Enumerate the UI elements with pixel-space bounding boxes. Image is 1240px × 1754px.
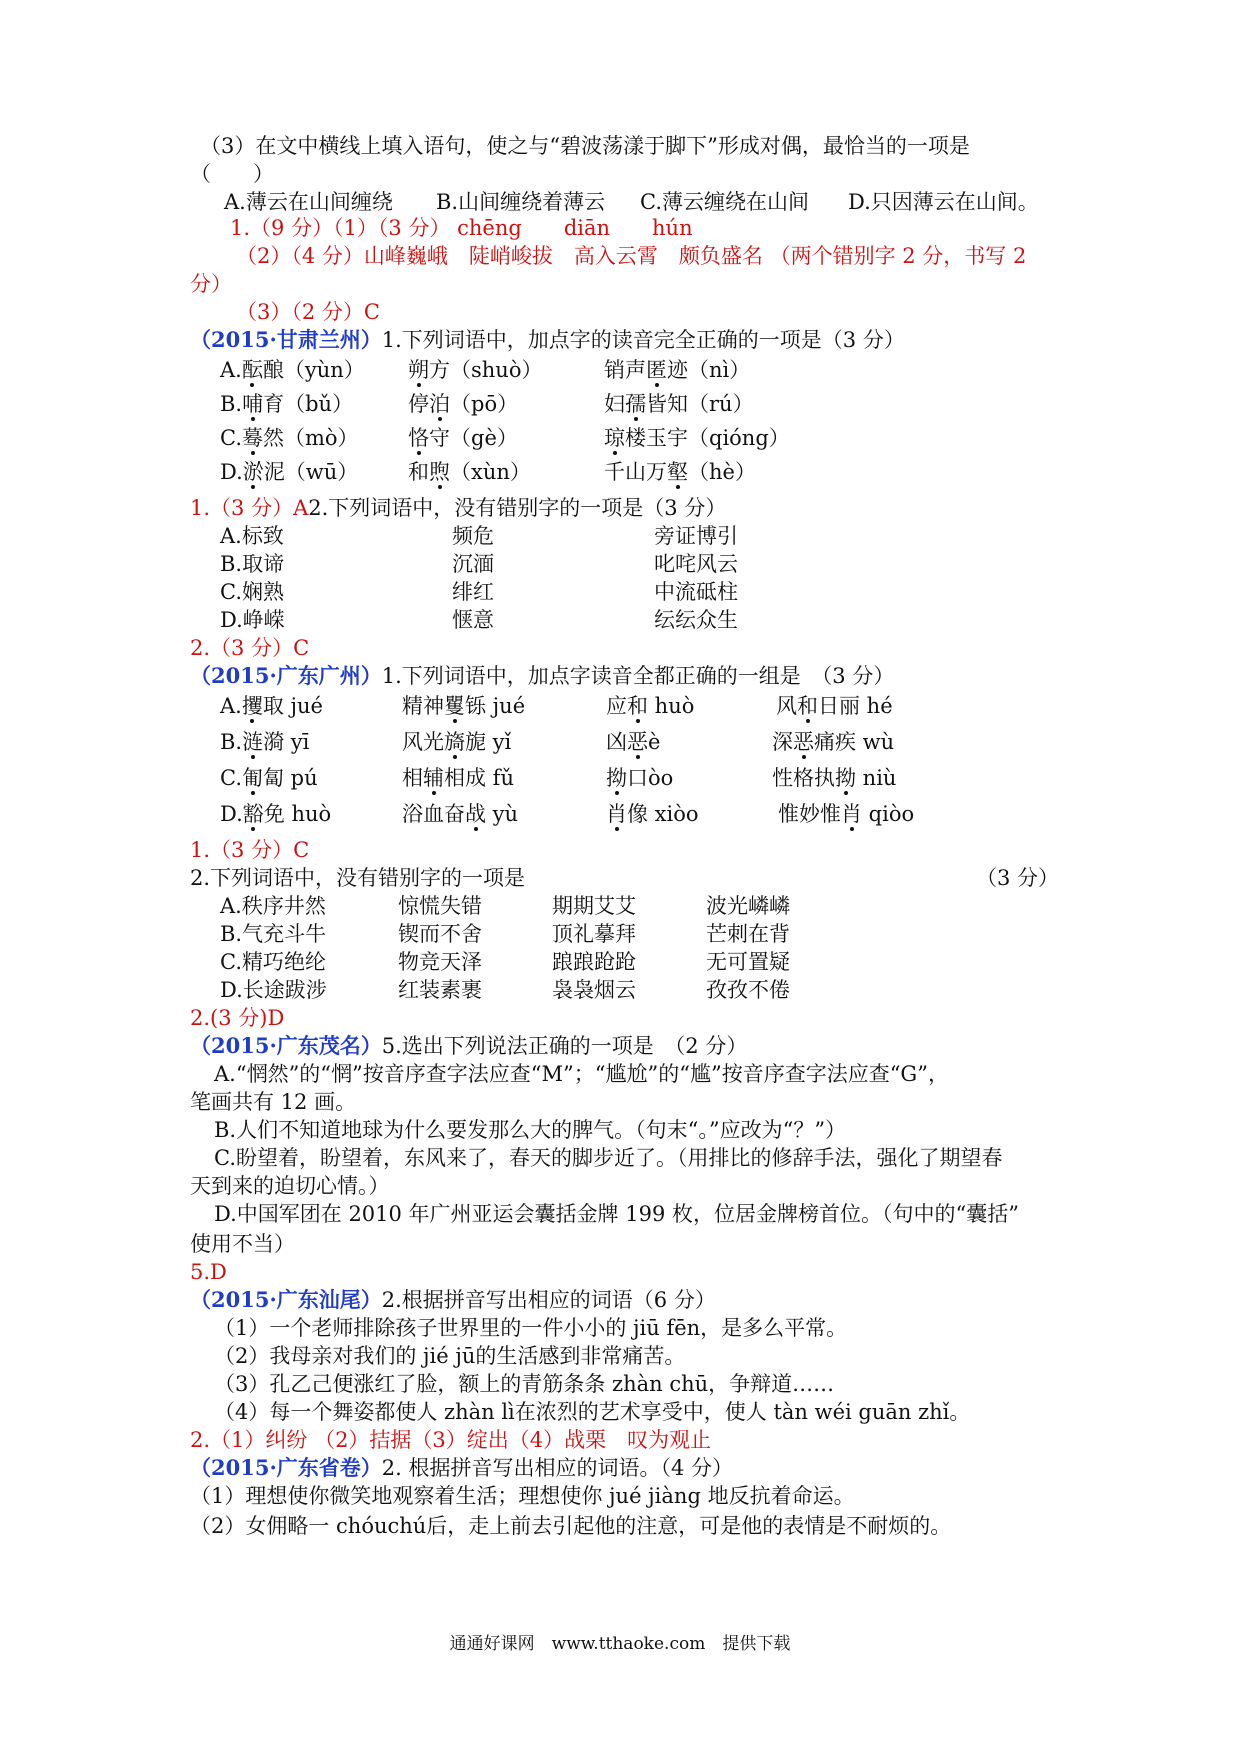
option-cell: 和煦（xùn） <box>408 460 531 484</box>
emphasis-char: 辅 <box>423 766 444 790</box>
option-cell: 妇孺皆知（rú） <box>604 392 754 416</box>
answer-line: （3）（2 分）C <box>236 300 380 324</box>
q3-stem: （3）在文中横线上填入语句，使之与“碧波荡漾于脚下”形成对偶，最恰当的一项是 <box>200 134 970 158</box>
paragraph-line: （2）我母亲对我们的 jié jū的生活感到非常痛苦。 <box>214 1344 686 1368</box>
option-cell: 频危 <box>452 524 494 548</box>
option-cell: 惬意 <box>452 608 494 632</box>
emphasis-char: 匍 <box>242 766 263 790</box>
option-cell: A.标致 <box>220 524 284 548</box>
option-cell: 销声匿迹（nì） <box>604 358 751 382</box>
answer-text: 2.（3 分）C <box>190 636 310 660</box>
emphasis-char: 淤 <box>242 460 264 484</box>
source-tag: （2015·甘肃兰州） <box>190 327 382 352</box>
option-cell: C.精巧绝纶 <box>220 950 326 974</box>
option-cell: 相辅相成 fǔ <box>402 766 514 790</box>
option-cell: 惊慌失错 <box>398 894 482 918</box>
option-cell: 琼楼玉宇（qióng） <box>604 426 790 450</box>
question-stem: 2. 根据拼音写出相应的词语。（4 分） <box>381 1456 734 1480</box>
option-cell: 顶礼摹拜 <box>552 922 636 946</box>
answer-text: 2.（1）纠纷 （2）拮据（3）绽出（4）战栗 叹为观止 <box>190 1428 712 1452</box>
emphasis-char: 恶 <box>793 730 814 754</box>
option-cell: 停泊（pō） <box>408 392 519 416</box>
option-cell: 凶恶è <box>606 730 661 754</box>
emphasis-char: 拗 <box>835 766 856 790</box>
q3-option-c: C.薄云缠绕在山间 <box>640 190 809 214</box>
emphasis-char: 战 <box>465 802 486 826</box>
q3-paren: （ ） <box>190 162 274 186</box>
question-heading <box>190 1032 747 1060</box>
question-stem: 2.下列词语中，没有错别字的一项是 <box>190 866 526 890</box>
emphasis-char: 矍 <box>444 694 465 718</box>
emphasis-char: 和 <box>627 694 648 718</box>
option-cell: A.攫取 jué <box>220 694 323 718</box>
option-cell: C.娴熟 <box>220 580 284 604</box>
option-cell: D.峥嵘 <box>220 608 285 632</box>
option-cell: 无可置疑 <box>706 950 790 974</box>
emphasis-char: 恶 <box>627 730 648 754</box>
paragraph-line: A.“惘然”的“惘”按音序查字法应查“M”；“尴尬”的“尴”按音序查字法应查“G”， <box>214 1062 949 1086</box>
option-cell: B.气充斗牛 <box>220 922 327 946</box>
option-cell: 惟妙惟肖 qiòo <box>778 802 915 826</box>
emphasis-char: 肖 <box>606 802 627 826</box>
option-cell: 叱咤风云 <box>654 552 738 576</box>
emphasis-char: 哺 <box>242 392 264 416</box>
question-heading <box>190 662 894 690</box>
question-heading <box>190 494 726 522</box>
emphasis-char: 朔 <box>408 358 429 382</box>
option-cell: B.取谛 <box>220 552 285 576</box>
option-cell: 风和日丽 hé <box>776 694 893 718</box>
option-cell: 旁证博引 <box>654 524 738 548</box>
paragraph-line: （3）孔乙己便涨红了脸，额上的青筋条条 zhàn chū，争辩道…… <box>214 1372 835 1396</box>
emphasis-char: 拗 <box>606 766 627 790</box>
option-cell: 锲而不舍 <box>398 922 482 946</box>
paragraph-line: （4）每一个舞姿都使人 zhàn lì在浓烈的艺术享受中，使人 tàn wéi guān zhǐ。 <box>214 1400 971 1424</box>
question-heading <box>190 1286 716 1314</box>
emphasis-char: 肖 <box>841 802 862 826</box>
question-heading <box>190 326 905 354</box>
question-stem: 2.下列词语中，没有错别字的一项是（3 分） <box>308 496 727 520</box>
answer-text: 2.(3 分)D <box>190 1006 285 1030</box>
answer-line: （2）（4 分）山峰巍峨 陡峭峻拔 高入云霄 颇负盛名 （两个错别字 2 分，书写 2 <box>236 244 1027 268</box>
option-cell: C.匍匐 pú <box>220 766 318 790</box>
option-cell: 袅袅烟云 <box>552 978 636 1002</box>
option-cell: 中流砥柱 <box>654 580 738 604</box>
option-cell: 波光嶙嶙 <box>706 894 790 918</box>
question-stem: 1.下列词语中，加点字读音全都正确的一组是 （3 分） <box>381 664 895 688</box>
emphasis-char: 匿 <box>646 358 667 382</box>
emphasis-char: 煦 <box>429 460 450 484</box>
emphasis-char: 涟 <box>242 730 264 754</box>
option-cell: 浴血奋战 yù <box>402 802 519 826</box>
question-score: （3 分） <box>976 866 1060 890</box>
option-cell: 应和 huò <box>606 694 695 718</box>
source-tag: （2015·广东广州） <box>190 663 382 688</box>
paragraph-line: D.中国军团在 2010 年广州亚运会囊括金牌 199 枚，位居金牌榜首位。（句中的“囊括” <box>214 1202 1019 1226</box>
emphasis-char: 豁 <box>242 802 264 826</box>
paragraph-line: （2）女佣略一 chóuchú后，走上前去引起他的注意，可是他的表情是不耐烦的。 <box>190 1514 952 1538</box>
paragraph-line: （1）一个老师排除孩子世界里的一件小小的 jiū fēn，是多么平常。 <box>214 1316 848 1340</box>
option-cell: A.酝酿（yùn） <box>220 358 365 382</box>
q3-option-b: B.山间缠绕着薄云 <box>436 190 606 214</box>
question-stem: 5.选出下列说法正确的一项是 （2 分） <box>381 1034 748 1058</box>
option-cell: 拗口òo <box>606 766 674 790</box>
question-heading <box>190 1454 733 1482</box>
option-cell: 绯红 <box>452 580 494 604</box>
option-cell: 风光旖旎 yǐ <box>402 730 512 754</box>
answer-line: 1.（9 分）（1）（3 分） chēng diān hún <box>230 216 693 240</box>
option-cell: 千山万壑（hè） <box>604 460 756 484</box>
source-tag: （2015·广东省卷） <box>190 1455 382 1480</box>
option-cell: 红装素裹 <box>398 978 482 1002</box>
question-stem: 2.根据拼音写出相应的词语（6 分） <box>381 1288 716 1312</box>
answer-line: 分） <box>190 272 232 296</box>
option-cell: 肖像 xiòo <box>606 802 699 826</box>
emphasis-char: 泊 <box>429 392 450 416</box>
question-stem: 1.下列词语中，加点字的读音完全正确的一项是（3 分） <box>381 328 905 352</box>
source-tag: （2015·广东汕尾） <box>190 1287 382 1312</box>
option-cell: 深恶痛疾 wù <box>772 730 895 754</box>
option-cell: B.涟漪 yī <box>220 730 310 754</box>
emphasis-char: 攫 <box>241 694 263 718</box>
option-cell: 芒刺在背 <box>706 922 790 946</box>
emphasis-char: 蓦 <box>242 426 263 450</box>
emphasis-char: 和 <box>797 694 818 718</box>
option-cell: 性格执拗 niù <box>772 766 897 790</box>
option-cell: B.哺育（bǔ） <box>220 392 354 416</box>
paragraph-line: 使用不当） <box>190 1232 295 1256</box>
option-cell: A.秩序井然 <box>220 894 326 918</box>
emphasis-char: 旖 <box>444 730 465 754</box>
option-cell: 朔方（shuò） <box>408 358 543 382</box>
option-cell: C.蓦然（mò） <box>220 426 359 450</box>
emphasis-char: 恪 <box>408 426 429 450</box>
option-cell: 物竞天泽 <box>398 950 482 974</box>
option-cell: 踉踉跄跄 <box>552 950 636 974</box>
option-cell: 精神矍铄 jué <box>402 694 526 718</box>
q3-option-a: A.薄云在山间缠绕 <box>224 190 393 214</box>
option-cell: 孜孜不倦 <box>706 978 790 1002</box>
option-cell: D.长途跋涉 <box>220 978 327 1002</box>
option-cell: 沉湎 <box>452 552 494 576</box>
paragraph-line: （1）理想使你微笑地观察着生活；理想使你 jué jiàng 地反抗着命运。 <box>190 1484 855 1508</box>
emphasis-char: 壑 <box>667 460 688 484</box>
paragraph-line: C.盼望着，盼望着，东风来了，春天的脚步近了。（用排比的修辞手法，强化了期望春 <box>214 1146 1003 1170</box>
emphasis-char: 琼 <box>604 426 625 450</box>
q3-option-d: D.只因薄云在山间。 <box>848 190 1039 214</box>
paragraph-line: 笔画共有 12 画。 <box>190 1090 357 1114</box>
answer-text: 1.（3 分）C <box>190 838 310 862</box>
answer-text: 5.D <box>190 1260 227 1284</box>
paragraph-line: 天到来的迫切心情。） <box>190 1174 390 1198</box>
page-footer: 通通好课网 www.tthaoke.com 提供下载 <box>449 1634 791 1654</box>
option-cell: 恪守（gè） <box>408 426 518 450</box>
option-cell: 期期艾艾 <box>552 894 636 918</box>
source-tag: （2015·广东茂名） <box>190 1033 382 1058</box>
paragraph-line: B.人们不知道地球为什么要发那么大的脾气。（句末“。”应改为“？”） <box>214 1118 847 1142</box>
answer-text: 1.（3 分）A <box>190 496 309 520</box>
emphasis-char: 酝 <box>241 358 263 382</box>
emphasis-char: 孺 <box>625 392 646 416</box>
option-cell: 纭纭众生 <box>654 608 738 632</box>
option-cell: D.豁免 huò <box>220 802 332 826</box>
option-cell: D.淤泥（wū） <box>220 460 359 484</box>
